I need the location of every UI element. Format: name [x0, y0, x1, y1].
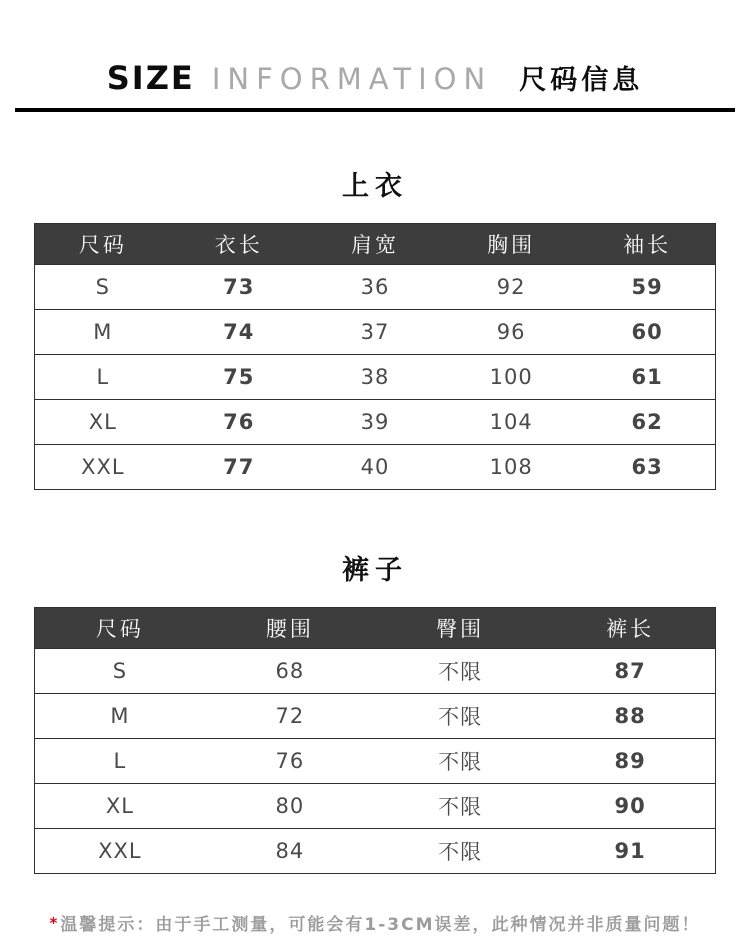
table-row: [35, 445, 716, 490]
table-cell: 72: [205, 694, 375, 739]
table-row: [35, 400, 716, 445]
table-cell: 74: [171, 310, 307, 355]
table-cell: 88: [545, 694, 715, 739]
table-cell: XL: [35, 784, 205, 829]
table-row: [35, 355, 716, 400]
table-cell: 77: [171, 445, 307, 490]
column-header: 裤长: [545, 608, 715, 649]
table-cell: 90: [545, 784, 715, 829]
table-row: [35, 829, 716, 874]
section-title-tops: 上衣: [342, 171, 408, 202]
table-cell: 68: [205, 649, 375, 694]
table-cell: 91: [545, 829, 715, 874]
table-cell: 38: [307, 355, 443, 400]
table-cell: L: [35, 739, 205, 784]
table-row: [35, 694, 716, 739]
table-cell: 60: [579, 310, 715, 355]
table-cell: 76: [171, 400, 307, 445]
table-cell: 104: [443, 400, 579, 445]
table-cell: 96: [443, 310, 579, 355]
table-header-row: [35, 608, 716, 649]
table-cell: S: [35, 265, 171, 310]
table-cell: 不限: [375, 739, 545, 784]
table-row: [35, 310, 716, 355]
table-cell: 61: [579, 355, 715, 400]
column-header: 尺码: [35, 608, 205, 649]
table-cell: 62: [579, 400, 715, 445]
size-table-pants: [34, 607, 716, 874]
section-tops: [0, 164, 750, 490]
table-row: [35, 265, 716, 310]
table-cell: 89: [545, 739, 715, 784]
disclaimer-note: [0, 910, 750, 935]
column-header: 胸围: [443, 224, 579, 265]
size-table-tops: [34, 223, 716, 490]
table-cell: 76: [205, 739, 375, 784]
table-row: [35, 784, 716, 829]
section-pants: [0, 548, 750, 874]
table-cell: 108: [443, 445, 579, 490]
table-cell: 36: [307, 265, 443, 310]
table-cell: 不限: [375, 649, 545, 694]
table-row: [35, 739, 716, 784]
column-header: 肩宽: [307, 224, 443, 265]
header-divider: [15, 108, 735, 112]
table-cell: 87: [545, 649, 715, 694]
table-cell: S: [35, 649, 205, 694]
header-size-en: SIZE: [106, 59, 195, 97]
table-row: [35, 649, 716, 694]
table-cell: M: [35, 694, 205, 739]
table-cell: 39: [307, 400, 443, 445]
table-cell: XL: [35, 400, 171, 445]
table-cell: 37: [307, 310, 443, 355]
page-header: [0, 0, 750, 97]
section-title-pants: 裤子: [342, 555, 408, 586]
disclaimer-text: 温馨提示：由于手工测量，可能会有1-3CM误差，此种情况并非质量问题！: [60, 915, 701, 935]
table-cell: 63: [579, 445, 715, 490]
column-header: 臀围: [375, 608, 545, 649]
table-cell: 59: [579, 265, 715, 310]
table-cell: 73: [171, 265, 307, 310]
table-cell: M: [35, 310, 171, 355]
column-header: 袖长: [579, 224, 715, 265]
column-header: 尺码: [35, 224, 171, 265]
column-header: 腰围: [205, 608, 375, 649]
table-cell: 不限: [375, 829, 545, 874]
table-cell: 100: [443, 355, 579, 400]
table-cell: XXL: [35, 829, 205, 874]
table-cell: 40: [307, 445, 443, 490]
table-cell: L: [35, 355, 171, 400]
red-asterisk: *: [49, 914, 60, 932]
header-title-zh: 尺码信息: [519, 65, 644, 96]
table-cell: 75: [171, 355, 307, 400]
table-cell: 84: [205, 829, 375, 874]
header-information-en: INFORMATION: [211, 62, 493, 96]
table-cell: 92: [443, 265, 579, 310]
table-cell: 不限: [375, 784, 545, 829]
table-cell: 不限: [375, 694, 545, 739]
table-header-row: [35, 224, 716, 265]
table-cell: XXL: [35, 445, 171, 490]
column-header: 衣长: [171, 224, 307, 265]
table-cell: 80: [205, 784, 375, 829]
